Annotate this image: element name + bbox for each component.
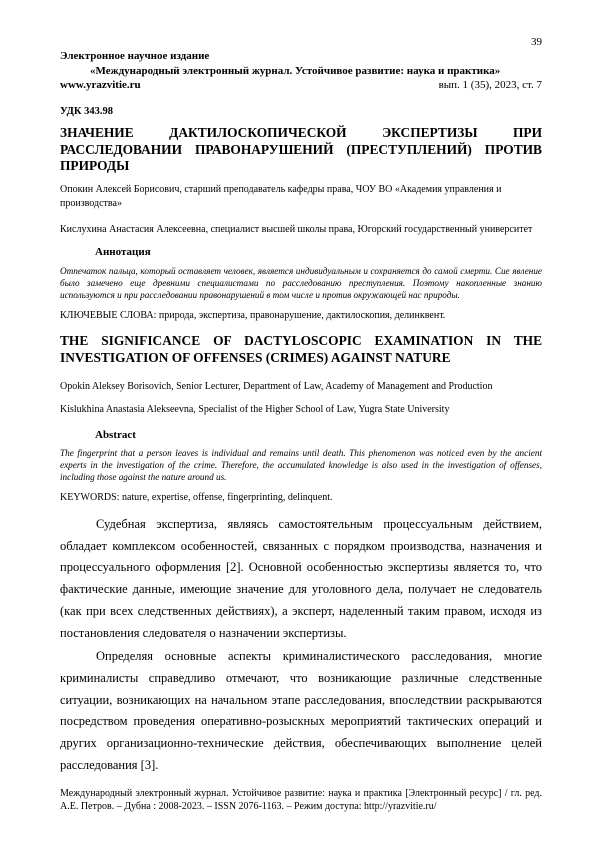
page-footer: Международный электронный журнал. Устойчивое развитие: наука и практика [Электронный ресурс] / гл. ред. А.Е. Петров. – Дубна : 2008-2023. – ISSN 2076-1163. – Режим доступа: http://yrazvitie.ru/ — [60, 788, 542, 812]
header-site-link[interactable]: www.yrazvitie.ru — [60, 79, 141, 91]
body-paragraph-2: Определяя основные аспекты криминалистического расследования, многие криминалисты справедливо отмечают, что возникающие различные следственные ситуации, возникающих на начальном этапе расследования, впоследствии раскрываются посредством проведения оперативно-розыскных мероприятий тактических операций и других организационно-технические действия, обеспечивающих выполнение целей расследования [3]. — [60, 649, 542, 772]
en-abstract-heading: Abstract — [95, 429, 136, 441]
en-abstract-text: The fingerprint that a person leaves is individual and remains until death. This phenomenon was noticed even by the ancient experts in the investigation of the crime. Therefore, the accumulated knowledge is also used in the investigation of offenses, including those against the nature around us. — [60, 448, 542, 482]
ru-abstract-text: Отпечаток пальца, который оставляет человек, является индивидуальным и сохраняется до самой смерти. Сие явление было замечено еще древними специалистами по расследованию преступления. Поэтому накопленные знанию используются и при расследовании правонарушений в том числе и против окружающей нас природы. — [60, 266, 542, 300]
header-line1: Электронное научное издание — [60, 50, 210, 62]
body-paragraph-1: Судебная экспертиза, являясь самостоятельным процессуальным действием, обладает комплексом особенностей, связанных с порядком производства, назначения и процессуального оформления [2]. Основной особенностью экспертизы является то, что фактические данные, имеющие значение для уголовного дела, получает не следователь (как при всех следственных действиях), а эксперт, наделенный таким правом, исходя из постановления следователя о назначении экспертизы. — [60, 517, 542, 640]
en-author-1: Opokin Aleksey Borisovich, Senior Lecturer, Department of Law, Academy of Management and Production — [60, 381, 493, 392]
page-number: 39 — [531, 36, 542, 48]
header-line3 — [60, 78, 542, 93]
journal-header — [60, 49, 542, 93]
ru-keywords: КЛЮЧЕВЫЕ СЛОВА: природа, экспертиза, правонарушение, дактилоскопия, делинквент. — [60, 310, 446, 321]
header-issue: вып. 1 (35), 2023, ст. 7 — [438, 79, 542, 91]
udk-code: УДК 343.98 — [60, 106, 113, 117]
en-keywords: KEYWORDS: nature, expertise, offense, fingerprinting, delinquent. — [60, 492, 333, 503]
header-line2: «Международный электронный журнал. Устойчивое развитие: наука и практика» — [90, 64, 501, 77]
ru-author-2: Кислухина Анастасия Алексеевна, специалист высшей школы права, Югорский государственный университет — [60, 224, 533, 235]
en-author-2: Kislukhina Anastasia Alekseevna, Specialist of the Higher School of Law, Yugra State University — [60, 404, 450, 415]
ru-abstract-heading: Аннотация — [95, 246, 151, 258]
ru-title: ЗНАЧЕНИЕ ДАКТИЛОСКОПИЧЕСКОЙ ЭКСПЕРТИЗЫ ПРИ РАССЛЕДОВАНИИ ПРАВОНАРУШЕНИЙ (ПРЕСТУПЛЕНИЙ) ПРОТИВ ПРИРОДЫ — [60, 125, 542, 173]
ru-author-1: Опокин Алексей Борисович, старший преподаватель кафедры права, ЧОУ ВО «Академия управления и производства» — [60, 184, 502, 209]
article-body — [60, 514, 542, 776]
en-title: THE SIGNIFICANCE OF DACTYLOSCOPIC EXAMINATION IN THE INVESTIGATION OF OFFENSES (CRIMES) AGAINST NATURE — [60, 333, 542, 365]
